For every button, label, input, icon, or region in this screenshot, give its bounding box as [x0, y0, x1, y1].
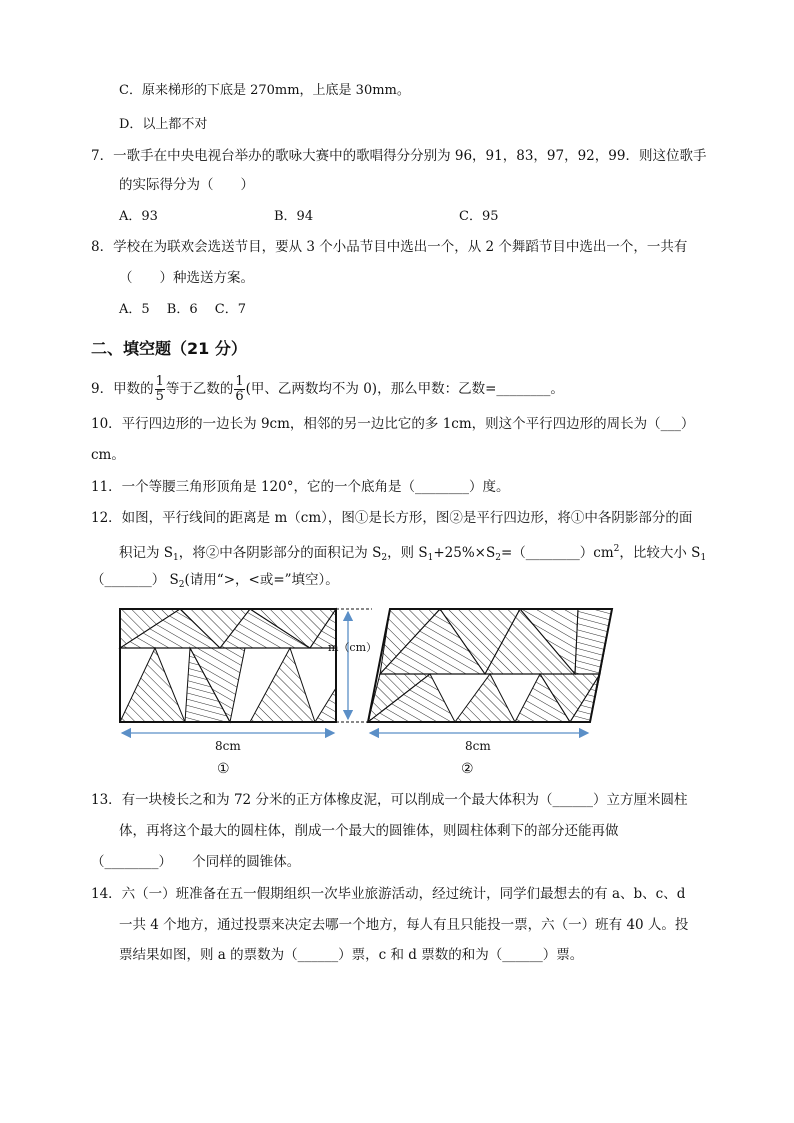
- q12-part-c: ，则 S: [387, 545, 428, 561]
- q11-text: 11．一个等腰三角形顶角是 120°，它的一个底角是（________）度。: [91, 479, 510, 495]
- q9-fraction-2-denominator: 6: [235, 389, 244, 404]
- q7-option-a: A．93: [119, 209, 158, 224]
- q9-suffix: (甲、乙两数均不为 0)，那么甲数：乙数=________。: [245, 381, 564, 397]
- figure-2-caption: ②: [461, 761, 474, 777]
- q7-text-line2: 的实际得分为（ ）: [119, 177, 254, 193]
- q8-options: A．5 B．6 C．7: [119, 302, 246, 317]
- q14-text-line2: 一共 4 个地方，通过投票来决定去哪一个地方，每人有且只能投一票，六（一）班有 40 人。投: [119, 917, 689, 933]
- q12-sub: 1: [700, 553, 707, 563]
- q12-part-a: 积记为 S: [119, 545, 174, 561]
- q12-part-e: =（________）cm: [500, 545, 614, 561]
- q9-fraction-2-numerator: 1: [235, 374, 244, 389]
- q6-option-d: D．以上都不对: [119, 117, 208, 132]
- q12-sup: 2: [613, 544, 620, 554]
- q12-sub: 2: [495, 553, 501, 563]
- q9-fraction-1-denominator: 5: [155, 389, 164, 404]
- q12-text-line1: 12．如图，平行线间的距离是 m（cm），图①是长方形，图②是平行四边形，将①中各阴影部分的面: [91, 510, 693, 526]
- q9-fraction-1-numerator: 1: [155, 374, 164, 389]
- q10-text-line1: 10．平行四边形的一边长为 9cm，相邻的另一边比它的多 1cm，则这个平行四边形的周长为（___）: [91, 416, 695, 432]
- q12-sub: 1: [173, 553, 179, 563]
- q12-sub: 2: [381, 553, 388, 563]
- width-label-2: 8cm: [465, 739, 491, 753]
- q12-figure: [110, 598, 630, 778]
- q12-sub: 1: [427, 553, 434, 563]
- height-label: m（cm）: [328, 641, 378, 654]
- q12-text-line3: [91, 570, 339, 595]
- q7-text-line1: 7．一歌手在中央电视台举办的歌咏大赛中的歌唱得分分别为 96，91，83，97，92，99．则这位歌手: [91, 148, 707, 164]
- q12-part-d: +25%×S: [433, 545, 496, 561]
- q9-text: [91, 372, 564, 406]
- q9-fraction-2: [234, 375, 244, 404]
- figure-2-parallelogram: [368, 609, 612, 722]
- q6-option-c: C．原来梯形的下底是 270mm，上底是 30mm。: [119, 83, 410, 98]
- q7-option-b: B．94: [274, 209, 314, 224]
- q12-text-line2: [119, 539, 706, 568]
- figure-1-caption: ①: [217, 761, 230, 777]
- q7-option-c: C．95: [459, 209, 499, 224]
- figure-1-rectangle: [120, 609, 336, 722]
- q13-text-line3: （________） 个同样的圆锥体。: [91, 854, 301, 870]
- q13-text-line2: 体，再将这个最大的圆柱体，削成一个最大的圆锥体，则圆柱体剩下的部分还能再做: [119, 823, 619, 839]
- q14-text-line3: 票结果如图，则 a 的票数为（______）票，c 和 d 票数的和为（______）票。: [119, 947, 584, 963]
- q9-middle: 等于乙数的: [165, 381, 234, 397]
- q12-part-g: （_______） S: [91, 572, 179, 588]
- q13-text-line1: 13．有一块棱长之和为 72 分米的正方体橡皮泥，可以削成一个最大体积为（______）立方厘米圆柱: [91, 792, 688, 808]
- q8-text-line1: 8．学校在为联欢会选送节目，要从 3 个小品节目中选出一个，从 2 个舞蹈节目中选出一个，一共有: [91, 239, 688, 255]
- q12-sub: 2: [178, 580, 185, 590]
- q9-prefix: 9．甲数的: [91, 381, 154, 397]
- q12-part-h: (请用“>，<或=”填空）。: [184, 572, 339, 588]
- width-label-1: 8cm: [215, 739, 241, 753]
- q10-text-line2: cm。: [91, 447, 125, 463]
- q14-text-line1: 14．六（一）班准备在五一假期组织一次毕业旅游活动，经过统计，同学们最想去的有 a、b、c、d: [91, 886, 686, 902]
- q12-part-f: ，比较大小 S: [619, 545, 701, 561]
- section-title: 二、填空题（21 分）: [91, 339, 247, 358]
- q12-part-b: ，将②中各阴影部分的面积记为 S: [178, 545, 382, 561]
- q9-fraction-1: [155, 375, 165, 404]
- q8-text-line2: （ ）种选送方案。: [119, 270, 254, 286]
